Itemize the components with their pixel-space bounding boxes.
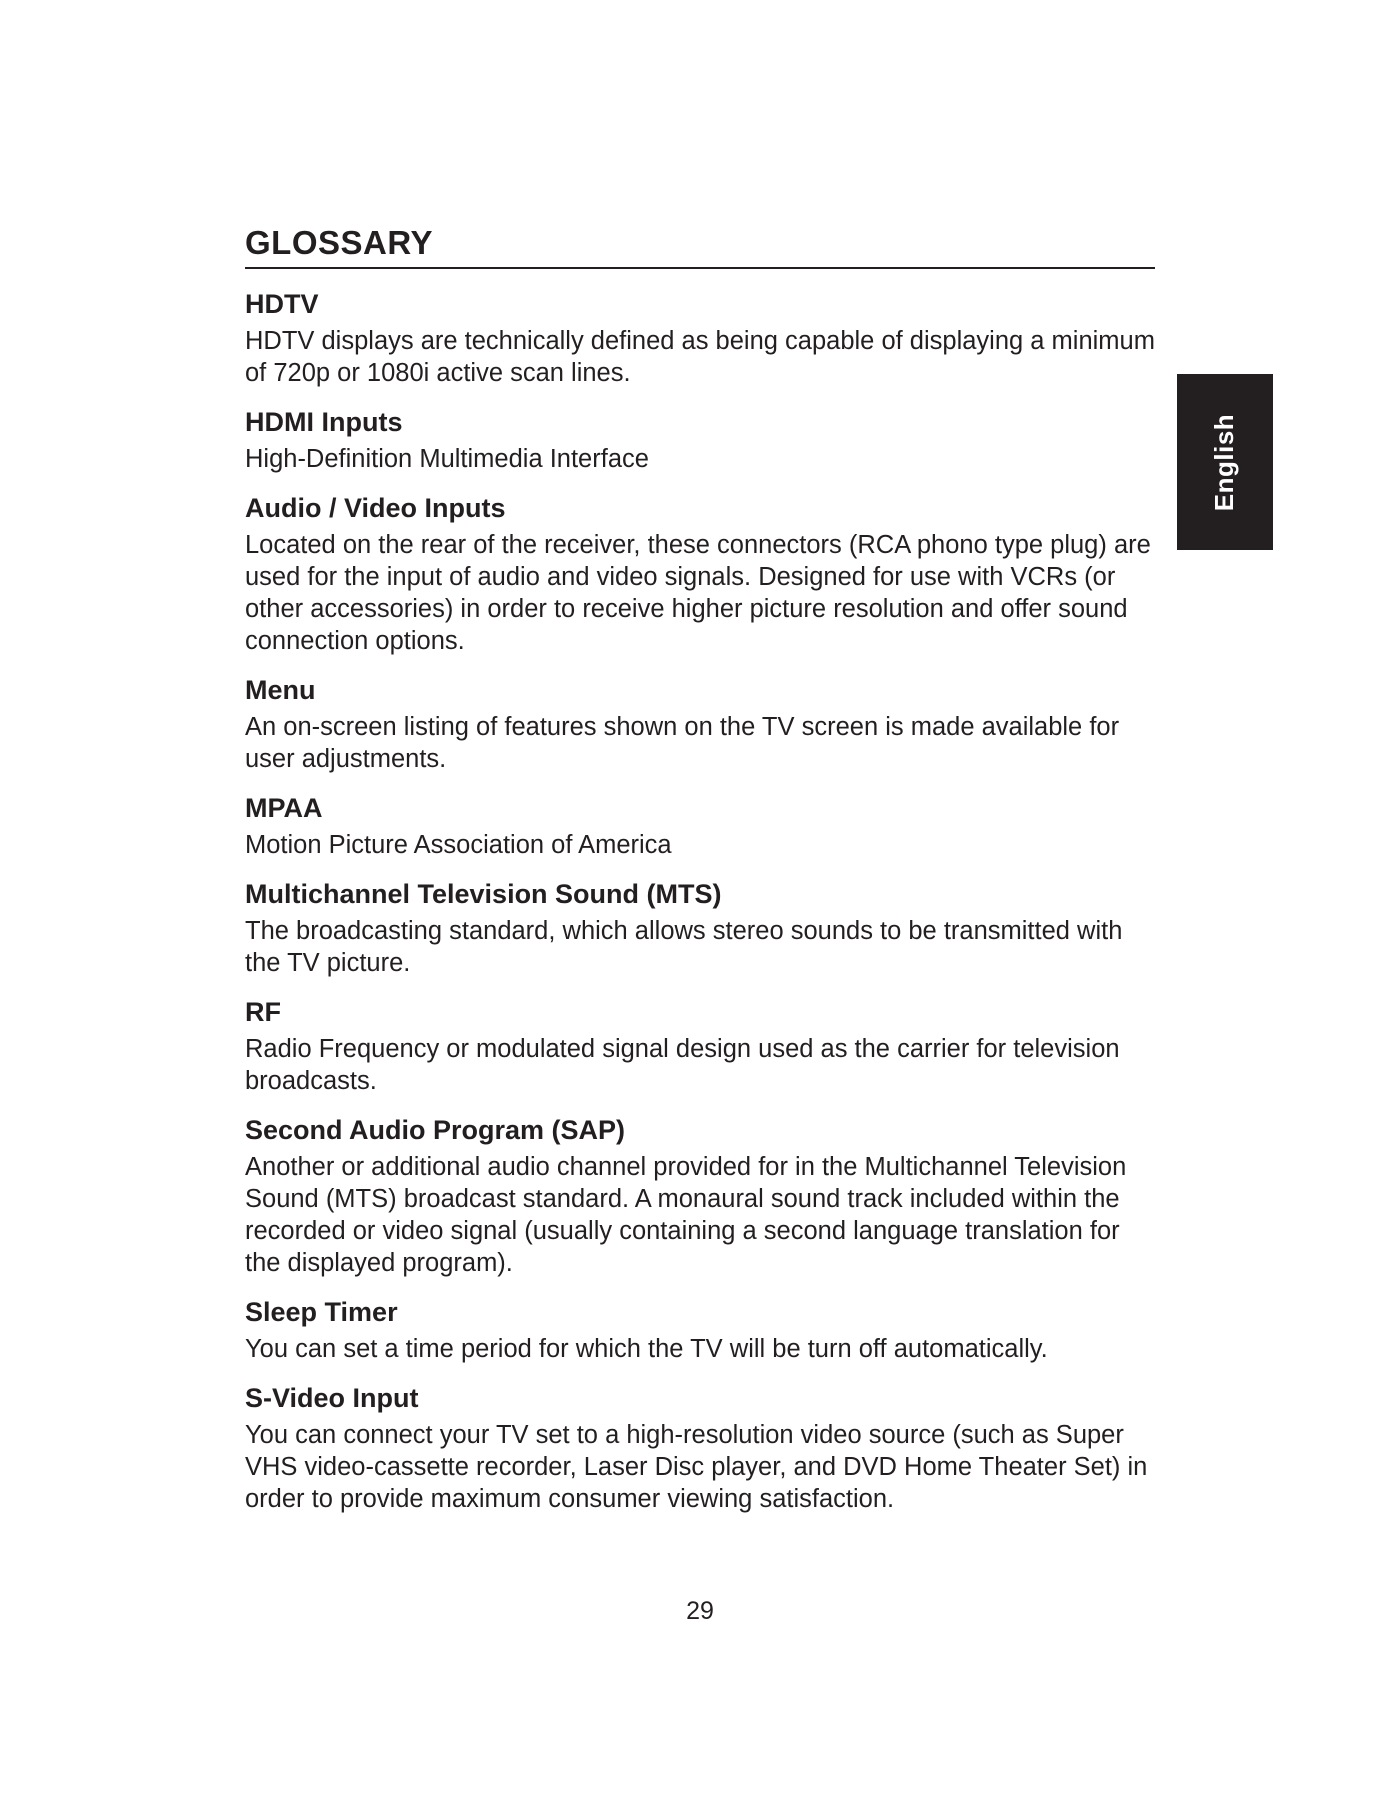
- glossary-term: HDTV: [245, 289, 319, 319]
- glossary-term: Audio / Video Inputs: [245, 493, 506, 523]
- glossary-definition: Radio Frequency or modulated signal design used as the carrier for television broadcasts.: [245, 1035, 1120, 1095]
- page-number: 29: [686, 1597, 714, 1625]
- glossary-entry: [245, 491, 1155, 657]
- glossary-entry: [245, 791, 1155, 861]
- glossary-term: S-Video Input: [245, 1383, 419, 1413]
- glossary-definition: High-Definition Multimedia Interface: [245, 445, 649, 473]
- glossary-definition: Motion Picture Association of America: [245, 831, 672, 859]
- page-title: GLOSSARY: [245, 222, 1155, 269]
- glossary-definition: You can set a time period for which the TV will be turn off automatically.: [245, 1335, 1048, 1363]
- glossary-term: Second Audio Program (SAP): [245, 1115, 626, 1145]
- glossary-term: Menu: [245, 675, 316, 705]
- glossary-entry: [245, 1113, 1155, 1279]
- glossary-entry: [245, 1295, 1155, 1365]
- glossary-definition: You can connect your TV set to a high-resolution video source (such as Super VHS video-cassette recorder, Laser Disc player, and DVD Home Theater Set) in order to provide maximum consumer viewing satisfaction.: [245, 1421, 1148, 1513]
- glossary-entry: [245, 1381, 1155, 1515]
- glossary-content: [245, 222, 1155, 1515]
- glossary-entry: [245, 995, 1155, 1097]
- glossary-term: Sleep Timer: [245, 1297, 398, 1327]
- glossary-definition: HDTV displays are technically defined as being capable of displaying a minimum of 720p or 1080i active scan lines.: [245, 327, 1155, 387]
- glossary-entry: [245, 287, 1155, 389]
- glossary-term: Multichannel Television Sound (MTS): [245, 879, 722, 909]
- glossary-term: HDMI Inputs: [245, 407, 403, 437]
- language-tab-label: English: [1209, 413, 1240, 511]
- glossary-definition: The broadcasting standard, which allows stereo sounds to be transmitted with the TV picture.: [245, 917, 1123, 977]
- glossary-entry: [245, 405, 1155, 475]
- glossary-term: RF: [245, 997, 281, 1027]
- glossary-entry: [245, 877, 1155, 979]
- glossary-definition: Another or additional audio channel provided for in the Multichannel Television Sound (MTS) broadcast standard. A monaural sound track included within the recorded or video signal (usually containing a second language translation for the displayed program).: [245, 1153, 1127, 1277]
- language-tab: [1177, 374, 1273, 550]
- glossary-definition: An on-screen listing of features shown on the TV screen is made available for user adjustments.: [245, 713, 1120, 773]
- glossary-entry: [245, 673, 1155, 775]
- glossary-definition: Located on the rear of the receiver, these connectors (RCA phono type plug) are used for the input of audio and video signals. Designed for use with VCRs (or other accessories) in order to receive higher picture resolution and offer sound connection options.: [245, 531, 1151, 655]
- glossary-term: MPAA: [245, 793, 323, 823]
